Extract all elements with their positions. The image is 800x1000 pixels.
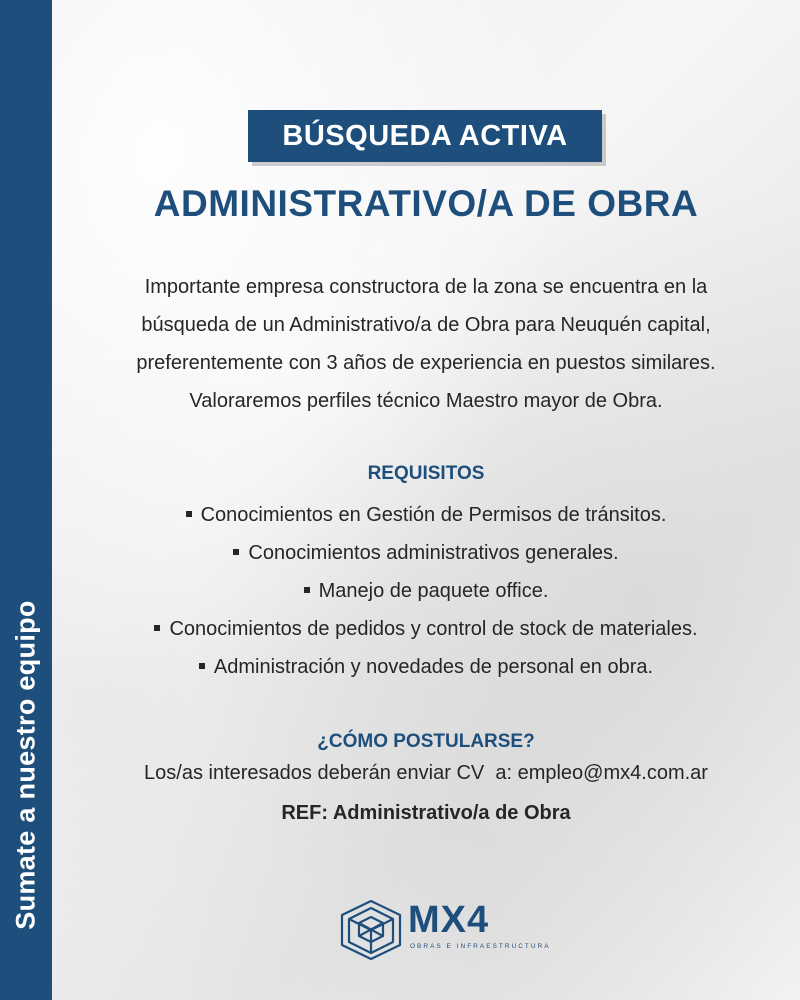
requirement-text: Conocimientos en Gestión de Permisos de tránsitos. bbox=[200, 504, 667, 526]
requirement-item bbox=[52, 610, 800, 648]
active-search-badge bbox=[248, 110, 602, 162]
apply-reference: REF: Administrativo/a de Obra bbox=[281, 802, 571, 824]
job-title: ADMINISTRATIVO/A DE OBRA bbox=[153, 183, 699, 224]
description-line: Valoraremos perfiles técnico Maestro mayor de Obra. bbox=[189, 390, 663, 412]
requirement-text: Administración y novedades de personal en obra. bbox=[213, 656, 654, 678]
logo-subtitle: OBRAS E INFRAESTRUCTURA bbox=[410, 943, 551, 950]
bullet-icon bbox=[233, 549, 239, 555]
requirement-item bbox=[52, 496, 800, 534]
sidebar-banner bbox=[0, 0, 52, 1000]
description-line: Importante empresa constructora de la zona se encuentra en la bbox=[144, 276, 708, 298]
bullet-icon bbox=[154, 625, 160, 631]
requirement-text: Conocimientos de pedidos y control de stock de materiales. bbox=[169, 618, 698, 640]
apply-heading: ¿CÓMO POSTULARSE? bbox=[317, 731, 535, 752]
job-description bbox=[52, 268, 800, 420]
requirement-text: Manejo de paquete office. bbox=[318, 580, 549, 602]
logo-wordmark: MX4 bbox=[408, 899, 490, 941]
requirement-item bbox=[52, 648, 800, 686]
cube-icon bbox=[338, 897, 404, 963]
sidebar-slogan: Sumate a nuestro equipo bbox=[10, 600, 41, 930]
requirements-list bbox=[52, 496, 800, 686]
bullet-icon bbox=[186, 511, 192, 517]
requirement-item bbox=[52, 572, 800, 610]
description-line: preferentemente con 3 años de experiencia en puestos similares. bbox=[136, 352, 716, 374]
requirements-heading: REQUISITOS bbox=[367, 463, 485, 484]
requirement-item bbox=[52, 534, 800, 572]
requirement-text: Conocimientos administrativos generales. bbox=[248, 542, 619, 564]
description-line: búsqueda de un Administrativo/a de Obra para Neuquén capital, bbox=[141, 314, 711, 336]
bullet-icon bbox=[304, 587, 310, 593]
bullet-icon bbox=[199, 663, 205, 669]
company-logo bbox=[338, 897, 551, 967]
apply-instructions: Los/as interesados deberán enviar CV a: empleo@mx4.com.ar bbox=[144, 762, 708, 784]
badge-label: BÚSQUEDA ACTIVA bbox=[282, 119, 568, 152]
